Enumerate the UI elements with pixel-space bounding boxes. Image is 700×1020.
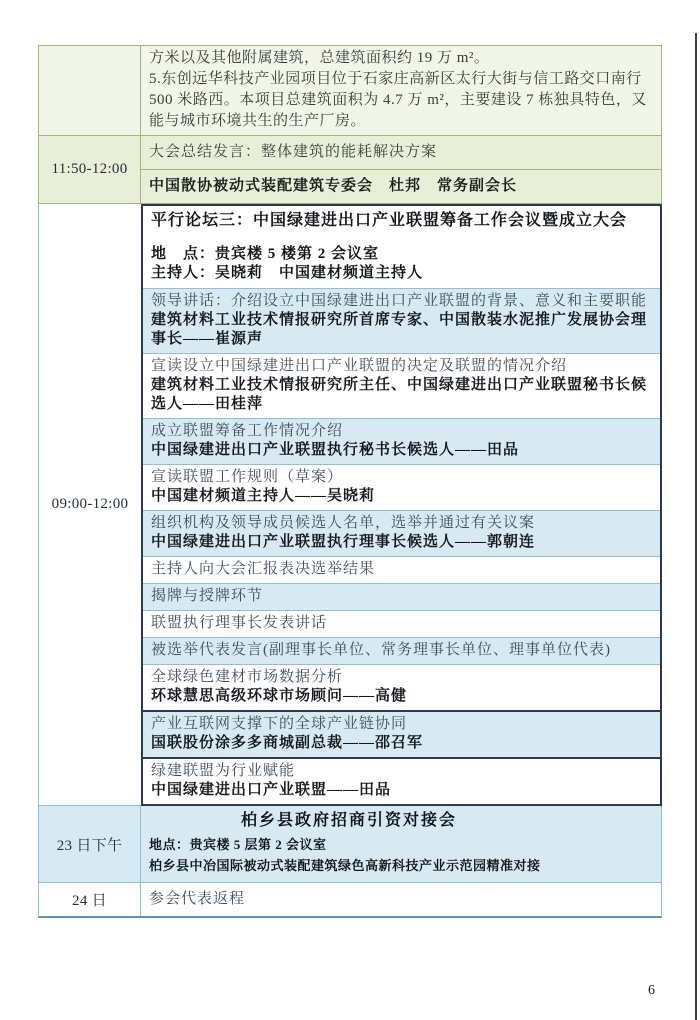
agenda-item (143, 354, 660, 419)
agenda-speaker: 环球慧思高级环球市场顾问——高健 (151, 688, 408, 704)
agenda-topic: 被选举代表发言(副理事长单位、常务理事长单位、理事单位代表) (151, 642, 611, 658)
forum-header (143, 206, 660, 289)
agenda-speaker: 中国绿建进出口产业联盟执行秘书长候选人——田品 (151, 442, 520, 458)
page-number: 6 (648, 983, 655, 998)
carryover-content (141, 46, 661, 135)
time-cell-empty (39, 46, 141, 135)
time-cell: 24 日 (39, 883, 141, 916)
agenda-item (143, 511, 660, 557)
forum-title: 平行论坛三：中国绿建进出口产业联盟筹备工作会议暨成立大会 (151, 212, 628, 229)
matchmaking-detail: 柏乡县中冶国际被动式装配建筑绿色高新科技产业示范园精准对接 (149, 858, 541, 873)
forum-row (38, 204, 662, 806)
forum-host: 主持人：吴晓莉 中国建材频道主持人 (151, 265, 424, 281)
summary-speaker: 中国散协被动式装配建筑专委会 杜邦 常务副会长 (149, 178, 518, 194)
agenda-item (143, 638, 660, 665)
agenda-speaker: 中国绿建进出口产业联盟——田品 (151, 782, 392, 798)
agenda-item (143, 665, 660, 710)
matchmaking-title: 柏乡县政府招商引资对接会 (240, 812, 457, 829)
time-cell: 11:50-12:00 (39, 136, 141, 203)
agenda-topic: 组织机构及领导成员候选人名单，选举并通过有关议案 (151, 515, 536, 531)
time-cell: 23 日下午 (39, 806, 141, 882)
agenda-topic: 宣读设立中国绿建进出口产业联盟的决定及联盟的情况介绍 (151, 358, 568, 374)
carryover-paragraph: 方米以及其他附属建筑，总建筑面积约 19 万 m²。 (149, 50, 490, 66)
matchmaking-location: 地点：贵宾楼 5 层第 2 会议室 (149, 837, 327, 852)
matchmaking-content (141, 806, 661, 882)
agenda-topic: 揭牌与授牌环节 (151, 588, 264, 604)
agenda-item (143, 584, 660, 611)
agenda-topic: 产业互联网支撑下的全球产业链协同 (151, 716, 408, 732)
agenda-item (143, 759, 660, 804)
agenda-speaker: 建筑材料工业技术情报研究所首席专家、中国散装水泥推广发展协会理事长——崔源声 (151, 312, 648, 347)
return-content: 参会代表返程 (149, 891, 246, 907)
page-edge-rule (695, 33, 697, 1020)
agenda-topic: 绿建联盟为行业赋能 (151, 763, 296, 779)
agenda-topic: 宣读联盟工作规则（草案） (151, 469, 344, 485)
forum-location: 地 点：贵宾楼 5 楼第 2 会议室 (151, 246, 380, 262)
agenda-topic: 联盟执行理事长发表讲话 (151, 615, 328, 631)
agenda-item (143, 465, 660, 511)
time-cell: 09:00-12:00 (39, 204, 141, 806)
summary-topic: 大会总结发言：整体建筑的能耗解决方案 (141, 136, 661, 170)
agenda-item (143, 557, 660, 584)
agenda-item (143, 611, 660, 638)
matchmaking-row (38, 806, 662, 883)
agenda-topic: 主持人向大会汇报表决选举结果 (151, 561, 376, 577)
spacer (151, 232, 652, 245)
agenda-table (38, 45, 662, 918)
agenda-item (143, 289, 660, 354)
forum-content (141, 204, 662, 806)
agenda-item (143, 419, 660, 465)
summary-row (38, 136, 662, 204)
return-row (38, 883, 662, 918)
agenda-speaker: 中国建材频道主持人——吴晓莉 (151, 488, 376, 504)
agenda-item (143, 710, 660, 759)
agenda-topic: 领导讲话：介绍设立中国绿建进出口产业联盟的背景、意义和主要职能 (151, 293, 648, 309)
agenda-topic: 成立联盟筹备工作情况介绍 (151, 423, 344, 439)
summary-content (141, 136, 661, 203)
agenda-speaker: 国联股份涂多多商城副总裁——邵召军 (151, 735, 424, 751)
agenda-speaker: 建筑材料工业技术情报研究所主任、中国绿建进出口产业联盟秘书长候选人——田桂萍 (151, 377, 648, 412)
carryover-row (38, 45, 662, 136)
agenda-topic: 全球绿色建材市场数据分析 (151, 669, 344, 685)
carryover-paragraph: 5.东创远华科技产业园项目位于石家庄高新区太行大街与信工路交口南行 500 米路西。本项目总建筑面积为 4.7 万 m²，主要建设 7 栋独具特色，又能与城市环境共生的生产厂房。 (149, 71, 647, 129)
agenda-speaker: 中国绿建进出口产业联盟执行理事长候选人——郭朝连 (151, 534, 536, 550)
